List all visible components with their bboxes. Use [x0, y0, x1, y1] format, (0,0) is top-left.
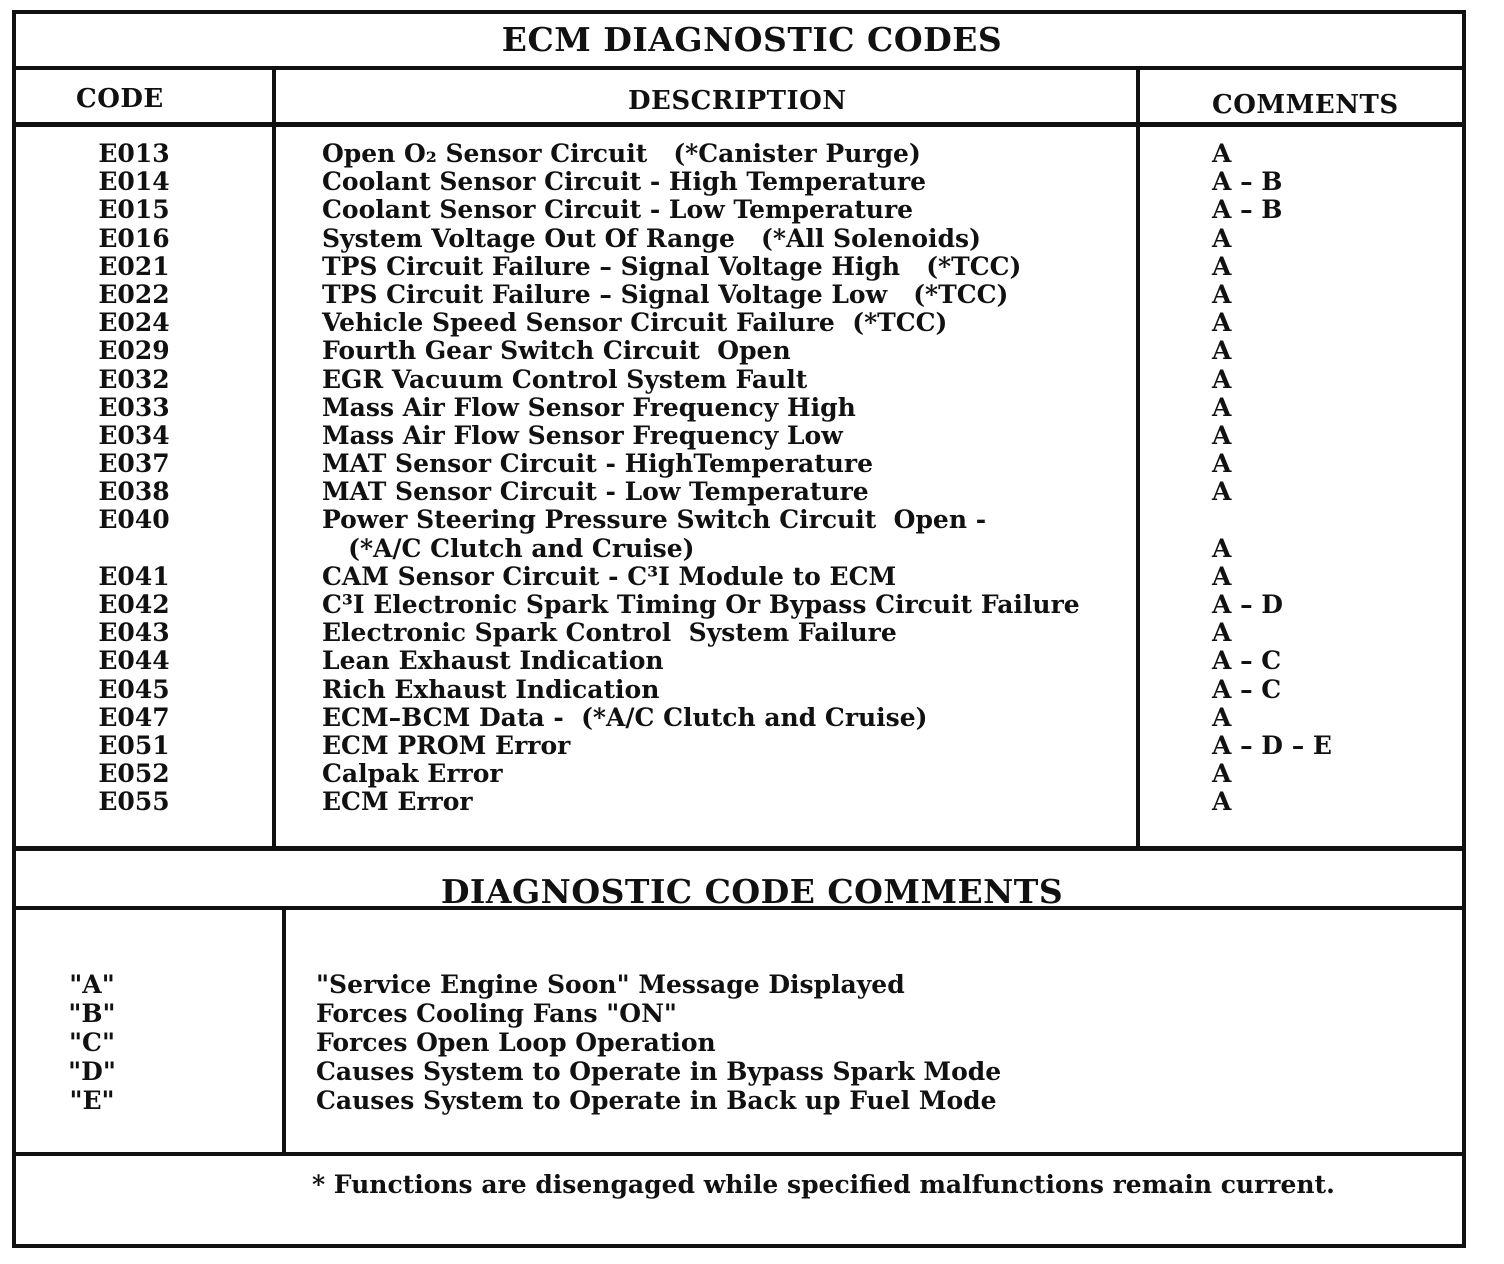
- description-cell: MAT Sensor Circuit - Low Temperature: [322, 477, 869, 507]
- code-cell: E024: [98, 308, 170, 338]
- description-cell: Coolant Sensor Circuit - High Temperature: [322, 167, 927, 197]
- comment-cell: A – D – E: [1212, 730, 1332, 760]
- comments-title: DIAGNOSTIC CODE COMMENTS: [440, 872, 1064, 911]
- comment-cell: A: [1212, 702, 1232, 732]
- description-cell: Vehicle Speed Sensor Circuit Failure (*TCC): [322, 308, 948, 338]
- comment-cell: A – C: [1212, 646, 1282, 676]
- code-cell: E015: [98, 195, 170, 225]
- legend-key: "E": [69, 1086, 115, 1115]
- code-cell: E047: [98, 702, 170, 732]
- code-cell: E055: [98, 787, 170, 817]
- comment-cell: A – C: [1212, 674, 1282, 704]
- comment-cell: A: [1212, 336, 1232, 366]
- code-cell: E043: [98, 618, 170, 648]
- code-cell: E022: [98, 279, 170, 309]
- header-code: CODE: [76, 84, 164, 114]
- divider-legend: [282, 908, 286, 1154]
- code-cell: E051: [98, 730, 170, 760]
- description-cell: Mass Air Flow Sensor Frequency Low: [322, 420, 843, 450]
- code-cell: E038: [98, 477, 170, 507]
- description-cell: System Voltage Out Of Range (*All Solenoids): [322, 223, 981, 253]
- comment-cell: A: [1212, 759, 1232, 789]
- legend-key: "B": [68, 999, 116, 1028]
- code-cell: E014: [98, 167, 170, 197]
- code-cell: E016: [98, 223, 170, 253]
- code-cell: E034: [98, 420, 170, 450]
- page-title: ECM DIAGNOSTIC CODES: [501, 20, 1003, 59]
- description-cell: Lean Exhaust Indication: [322, 646, 664, 676]
- comment-cell: A: [1212, 477, 1232, 507]
- description-cell: (*A/C Clutch and Cruise): [322, 533, 695, 563]
- code-cell: E045: [98, 674, 170, 704]
- comment-cell: A: [1212, 420, 1232, 450]
- description-cell: Mass Air Flow Sensor Frequency High: [322, 392, 856, 422]
- legend-key: "C": [69, 1028, 115, 1057]
- rule-above-footnote: [12, 1152, 1466, 1156]
- description-cell: Fourth Gear Switch Circuit Open: [322, 336, 791, 366]
- code-cell: E021: [98, 251, 170, 281]
- description-cell: ECM Error: [322, 787, 473, 817]
- legend-text: Forces Cooling Fans "ON": [316, 999, 677, 1028]
- code-cell: E029: [98, 336, 170, 366]
- comment-cell: A: [1212, 392, 1232, 422]
- description-cell: MAT Sensor Circuit - HighTemperature: [322, 449, 873, 479]
- comment-cell: A: [1212, 449, 1232, 479]
- legend-text: Forces Open Loop Operation: [316, 1028, 716, 1057]
- code-cell: E032: [98, 364, 170, 394]
- header-comments: COMMENTS: [1212, 90, 1399, 120]
- divider-desc-comments: [1136, 68, 1140, 848]
- comment-cell: A: [1212, 364, 1232, 394]
- rule-end-codes: [12, 846, 1466, 851]
- comment-cell: A: [1212, 223, 1232, 253]
- comment-cell: A: [1212, 561, 1232, 591]
- description-cell: EGR Vacuum Control System Fault: [322, 364, 808, 394]
- legend-key: "D": [68, 1057, 116, 1086]
- divider-code-desc: [272, 68, 276, 848]
- description-cell: Coolant Sensor Circuit - Low Temperature: [322, 195, 914, 225]
- code-cell: E042: [98, 590, 170, 619]
- code-cell: E041: [98, 561, 170, 591]
- code-cell: E033: [98, 392, 170, 422]
- comment-cell: A: [1212, 308, 1232, 338]
- code-cell: E037: [98, 449, 170, 479]
- description-cell: TPS Circuit Failure – Signal Voltage High (*TCC): [322, 251, 1022, 281]
- comment-cell: A: [1212, 251, 1232, 281]
- description-cell: ECM PROM Error: [322, 730, 571, 760]
- comment-cell: A: [1212, 139, 1232, 168]
- legend-text: Causes System to Operate in Bypass Spark Mode: [316, 1057, 1002, 1086]
- comment-cell: A: [1212, 533, 1232, 563]
- legend-text: "Service Engine Soon" Message Displayed: [316, 970, 905, 999]
- comment-cell: A – D: [1212, 590, 1283, 619]
- rule-under-headers: [14, 122, 1466, 127]
- code-cell: E052: [98, 759, 170, 789]
- description-cell: CAM Sensor Circuit - C³I Module to ECM: [322, 561, 897, 591]
- rule-under-title: [14, 66, 1466, 70]
- description-cell: TPS Circuit Failure – Signal Voltage Low (*TCC): [322, 279, 1009, 309]
- description-cell: ECM–BCM Data - (*A/C Clutch and Cruise): [322, 702, 928, 732]
- description-cell: Rich Exhaust Indication: [322, 674, 660, 704]
- comment-cell: A: [1212, 279, 1232, 309]
- description-cell: Electronic Spark Control System Failure: [322, 618, 897, 648]
- comment-cell: A: [1212, 618, 1232, 648]
- legend-key: "A": [69, 970, 115, 999]
- description-cell: Open O₂ Sensor Circuit (*Canister Purge): [322, 139, 921, 168]
- header-description: DESCRIPTION: [628, 86, 847, 116]
- comment-cell: A – B: [1212, 195, 1283, 225]
- footnote: * Functions are disengaged while specified malfunctions remain current.: [312, 1170, 1335, 1199]
- code-cell: E013: [98, 139, 170, 168]
- description-cell: Calpak Error: [322, 759, 503, 789]
- description-cell: Power Steering Pressure Switch Circuit Open -: [322, 505, 987, 535]
- comment-cell: A: [1212, 787, 1232, 817]
- description-cell: C³I Electronic Spark Timing Or Bypass Circuit Failure: [322, 590, 1080, 619]
- legend-text: Causes System to Operate in Back up Fuel Mode: [316, 1086, 997, 1115]
- code-cell: E044: [98, 646, 170, 676]
- comment-cell: A – B: [1212, 167, 1283, 197]
- code-cell: E040: [98, 505, 170, 535]
